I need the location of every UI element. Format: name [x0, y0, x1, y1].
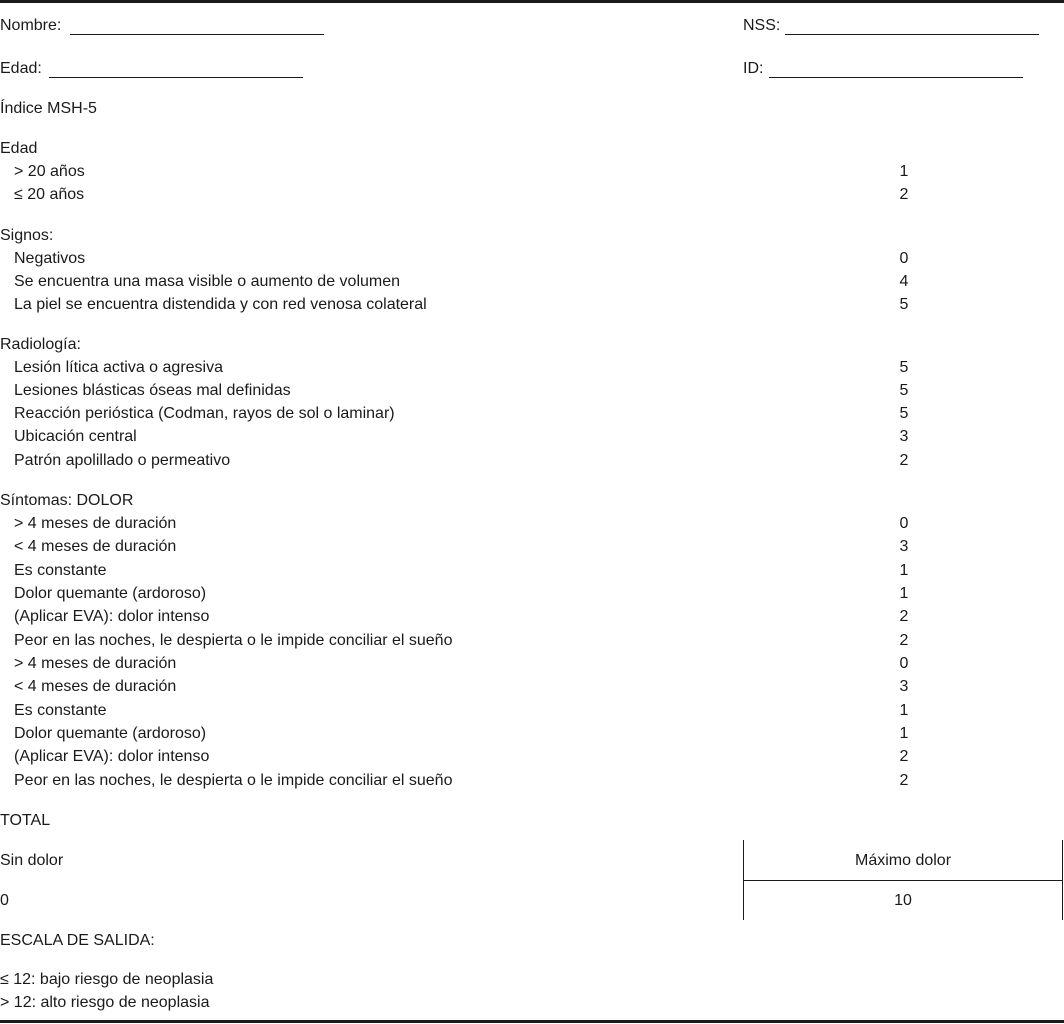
output-scale-high: > 12: alto riesgo de neoplasia — [0, 994, 210, 1011]
bottom-rule — [0, 1020, 1064, 1023]
item-label: (Aplicar EVA): dolor intenso — [14, 608, 210, 625]
edad-label: Edad: — [0, 60, 42, 77]
item-score: 2 — [899, 608, 909, 625]
pain-scale-min-label: Sin dolor — [0, 852, 64, 869]
section-title-radiologia: Radiología: — [0, 336, 81, 353]
pain-scale-min-value: 0 — [0, 892, 9, 909]
item-score: 4 — [899, 273, 909, 290]
id-label: ID: — [743, 60, 764, 77]
item-label: Peor en las noches, le despierta o le impide conciliar el sueño — [14, 632, 453, 649]
item-score: 0 — [899, 655, 909, 672]
output-scale-low: ≤ 12: bajo riesgo de neoplasia — [0, 971, 214, 988]
item-score: 2 — [899, 452, 909, 469]
nss-field-line[interactable] — [785, 34, 1039, 35]
item-label: ≤ 20 años — [14, 186, 85, 203]
item-label: (Aplicar EVA): dolor intenso — [14, 748, 210, 765]
item-score: 3 — [899, 428, 909, 445]
item-score: 0 — [899, 250, 909, 267]
item-label: > 20 años — [14, 163, 85, 180]
item-score: 3 — [899, 678, 909, 695]
item-label: < 4 meses de duración — [14, 538, 177, 555]
item-label: Reacción perióstica (Codman, rayos de sol o laminar) — [14, 405, 395, 422]
item-label: Lesión lítica activa o agresiva — [14, 359, 223, 376]
item-score: 1 — [899, 725, 909, 742]
section-title-sintomas: Síntomas: DOLOR — [0, 492, 134, 509]
section-title-edad: Edad — [0, 140, 38, 157]
item-score: 2 — [899, 748, 909, 765]
id-field-line[interactable] — [769, 77, 1023, 78]
item-score: 3 — [899, 538, 909, 555]
top-rule — [0, 0, 1064, 3]
pain-scale-max-label: Máximo dolor — [854, 852, 952, 869]
item-label: Es constante — [14, 562, 107, 579]
output-scale-title: ESCALA DE SALIDA: — [0, 932, 155, 949]
nombre-field-line[interactable] — [70, 34, 324, 35]
item-score: 0 — [899, 515, 909, 532]
edad-field-line[interactable] — [49, 77, 303, 78]
item-label: La piel se encuentra distendida y con red venosa colateral — [14, 296, 427, 313]
item-score: 1 — [899, 585, 909, 602]
pain-scale-max-value: 10 — [894, 892, 912, 909]
item-score: 5 — [899, 359, 909, 376]
item-score: 5 — [899, 382, 909, 399]
item-score: 5 — [899, 405, 909, 422]
item-label: Lesiones blásticas óseas mal definidas — [14, 382, 291, 399]
item-score: 1 — [899, 702, 909, 719]
item-label: Ubicación central — [14, 428, 137, 445]
item-score: 2 — [899, 186, 909, 203]
item-label: < 4 meses de duración — [14, 678, 177, 695]
item-label: Es constante — [14, 702, 107, 719]
item-label: > 4 meses de duración — [14, 655, 177, 672]
item-label: > 4 meses de duración — [14, 515, 177, 532]
item-score: 2 — [899, 632, 909, 649]
item-label: Patrón apolillado o permeativo — [14, 452, 231, 469]
item-score: 1 — [899, 562, 909, 579]
section-title-signos: Signos: — [0, 227, 54, 244]
item-score: 2 — [899, 772, 909, 789]
pain-scale-divider — [743, 880, 1063, 881]
item-score: 5 — [899, 296, 909, 313]
item-label: Dolor quemante (ardoroso) — [14, 725, 207, 742]
index-title: Índice MSH-5 — [0, 100, 97, 117]
nombre-label: Nombre: — [0, 17, 62, 34]
nss-label: NSS: — [743, 17, 781, 34]
item-label: Negativos — [14, 250, 86, 267]
item-label: Dolor quemante (ardoroso) — [14, 585, 207, 602]
total-label: TOTAL — [0, 812, 51, 829]
item-label: Peor en las noches, le despierta o le impide conciliar el sueño — [14, 772, 453, 789]
item-score: 1 — [899, 163, 909, 180]
item-label: Se encuentra una masa visible o aumento de volumen — [14, 273, 401, 290]
